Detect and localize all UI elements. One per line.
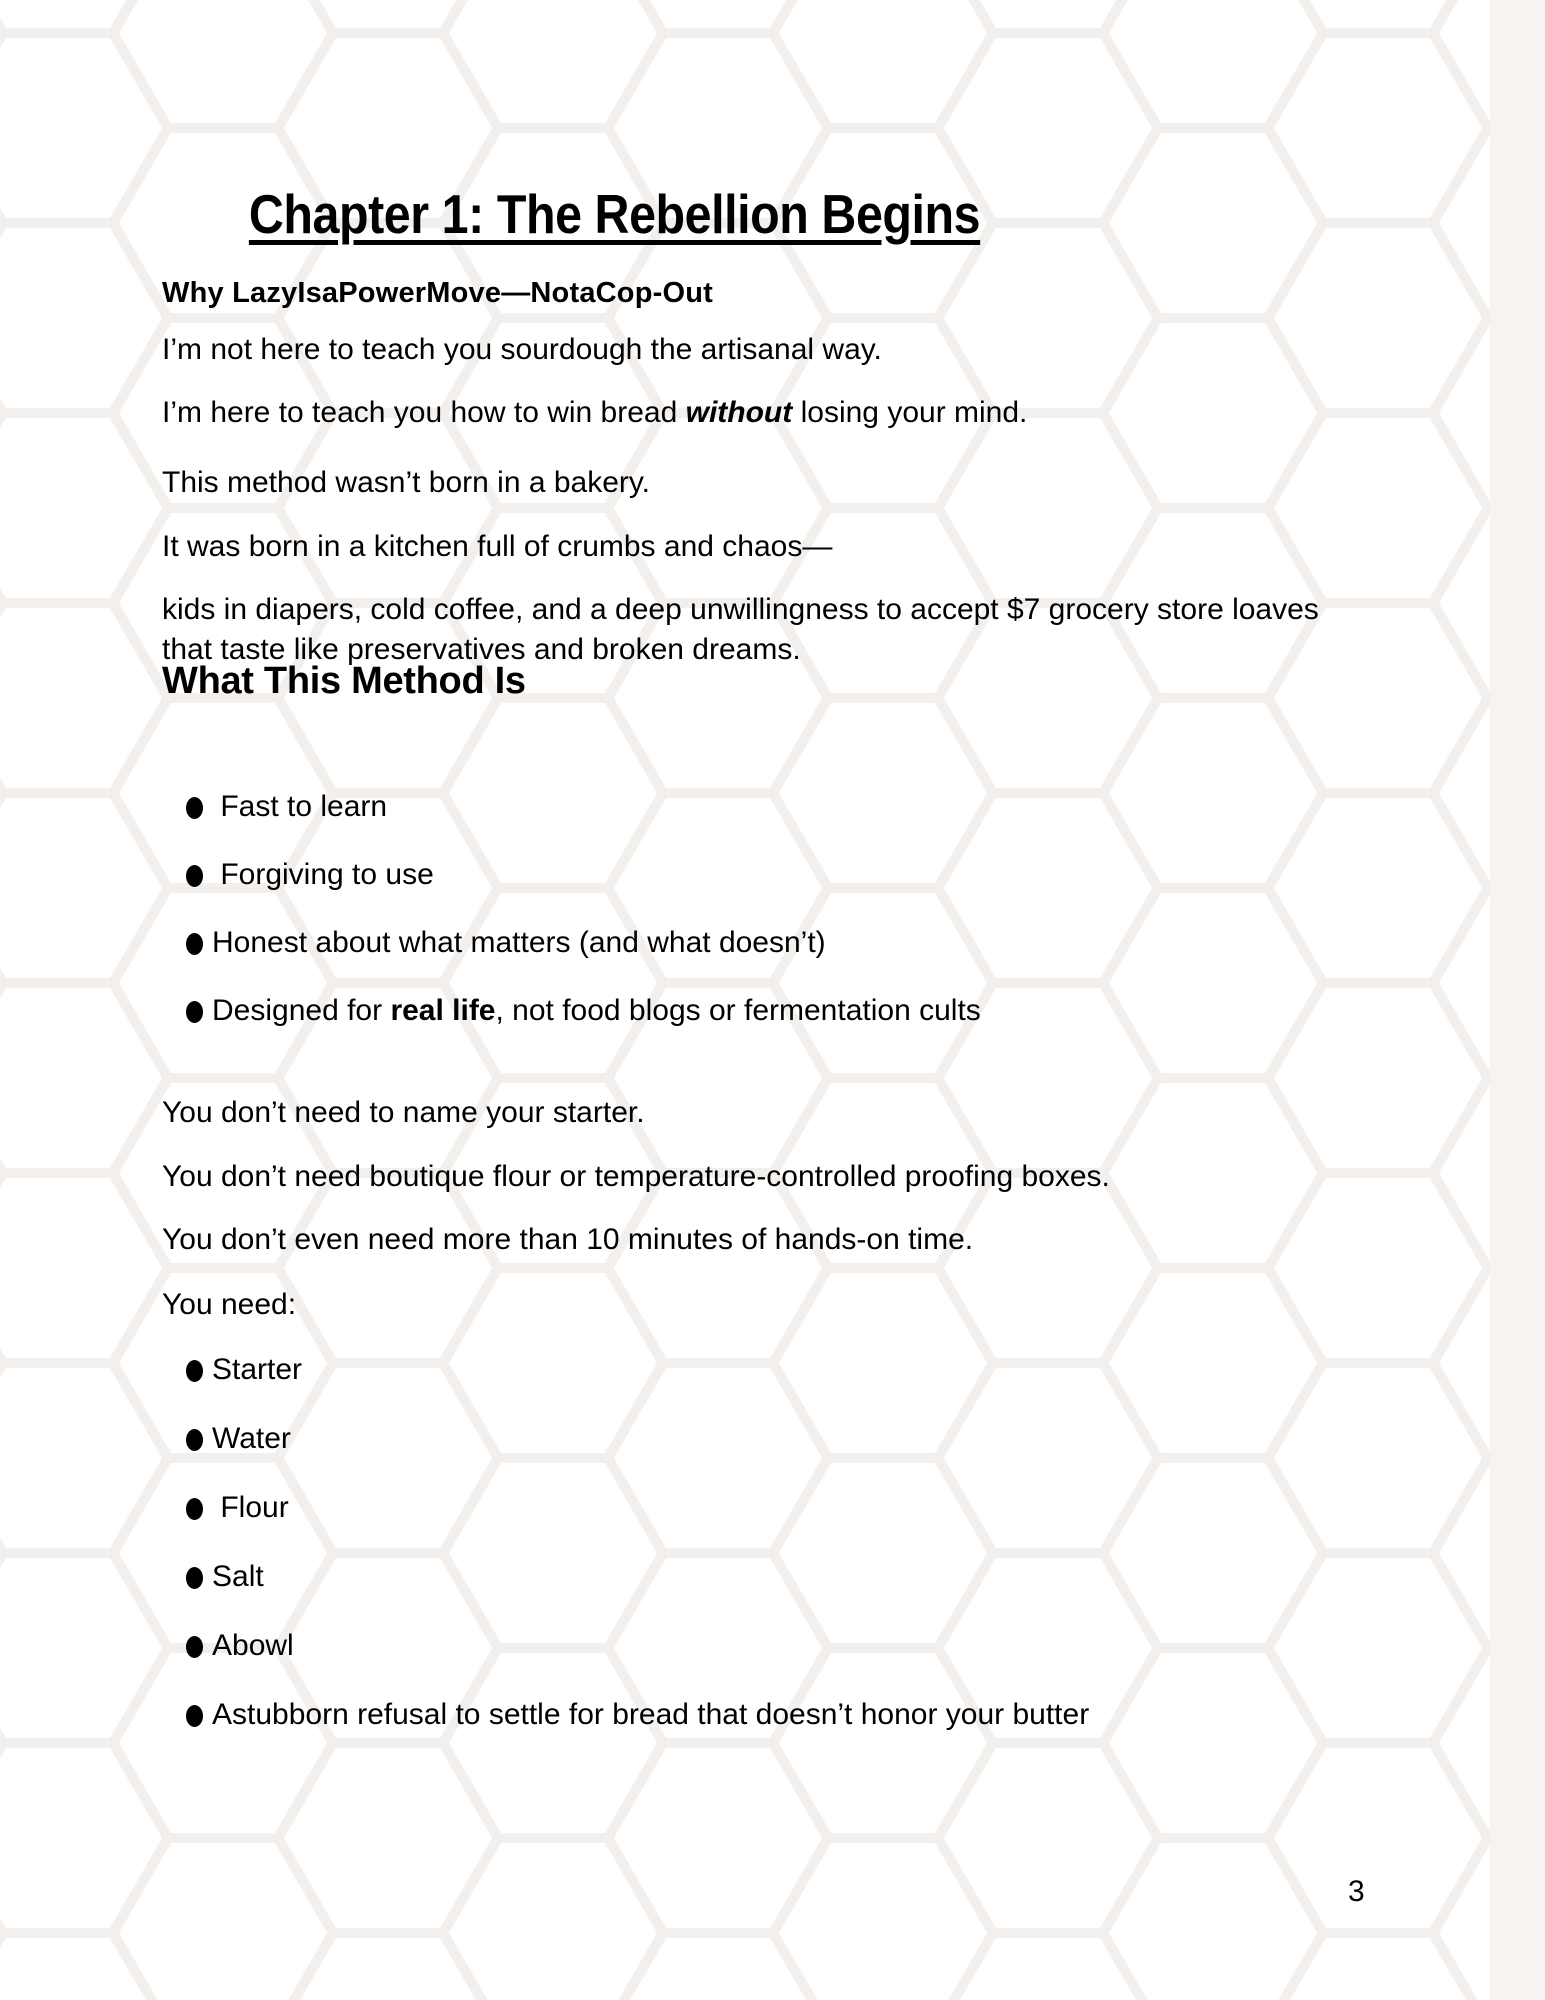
chapter-title: [162, 182, 1067, 261]
list-item-text: Forgiving to use: [212, 858, 434, 891]
page-number: 3: [1348, 1875, 1365, 1908]
list-item-text: Water: [212, 1422, 291, 1455]
bullet-icon: [186, 1636, 203, 1658]
paragraph: It was born in a kitchen full of crumbs and chaos—: [162, 530, 833, 563]
bullet-icon: [186, 797, 203, 819]
list-item-text: Flour: [212, 1491, 289, 1524]
page-right-margin-strip: [1490, 0, 1545, 2000]
list-item-text: Designed for: [212, 994, 391, 1027]
chapter-title-text: Chapter 1: The Rebellion Begins: [248, 183, 981, 245]
list-item: [186, 991, 1446, 1031]
bullet-icon: [186, 1567, 203, 1589]
list-item-text: Abowl: [212, 1629, 294, 1662]
paragraph: This method wasn’t born in a bakery.: [162, 466, 651, 499]
bullet-icon: [186, 865, 203, 887]
paragraph-line: kids in diapers, cold coffee, and a deep unwillingness to accept $7 grocery store loaves: [162, 593, 1319, 626]
bullet-icon: [186, 1705, 203, 1727]
paragraph-text: losing your mind.: [792, 396, 1028, 429]
paragraph: You need:: [162, 1288, 297, 1321]
list-item: [186, 1695, 1446, 1735]
needs-list: [186, 1350, 1446, 1764]
list-item-text: , not food blogs or fermentation cults: [495, 994, 981, 1027]
list-item: [186, 1557, 1446, 1597]
list-item: [186, 1488, 1446, 1528]
list-item-text: Starter: [212, 1353, 303, 1386]
list-item: [186, 1350, 1446, 1390]
list-item-bold-text: real life: [390, 994, 496, 1027]
paragraph: You don’t need to name your starter.: [162, 1096, 645, 1129]
list-item: [186, 923, 1446, 963]
list-item-text: Astubborn refusal to settle for bread that doesn’t honor your butter: [212, 1698, 1090, 1731]
list-item: [186, 1626, 1446, 1666]
list-item-text: Salt: [212, 1560, 264, 1593]
paragraph: You don’t need boutique flour or temperature-controlled proofing boxes.: [162, 1160, 1110, 1193]
list-item: [186, 787, 1446, 827]
list-item: [186, 855, 1446, 895]
bullet-icon: [186, 1429, 203, 1451]
paragraph-text: I’m here to teach you how to win bread: [162, 396, 686, 429]
section-subheading: Why LazyIsaPowerMove—NotaCop-Out: [162, 277, 714, 309]
list-item-text: Fast to learn: [212, 790, 388, 823]
emphasis-text: without: [685, 396, 793, 429]
paragraph-line: that taste like preservatives and broken dreams.: [162, 633, 801, 666]
bullet-icon: [186, 933, 203, 955]
bullet-icon: [186, 1360, 203, 1382]
bullet-icon: [186, 1498, 203, 1520]
paragraph: [162, 393, 1422, 433]
list-item: [186, 1419, 1446, 1459]
list-item-text: Honest about what matters (and what doesn’t): [212, 926, 826, 959]
method-feature-list: [186, 787, 1446, 1059]
paragraph: You don’t even need more than 10 minutes of hands-on time.: [162, 1223, 974, 1256]
bullet-icon: [186, 1001, 203, 1023]
paragraph: I’m not here to teach you sourdough the artisanal way.: [162, 333, 882, 366]
section-heading: What This Method Is: [162, 660, 526, 702]
